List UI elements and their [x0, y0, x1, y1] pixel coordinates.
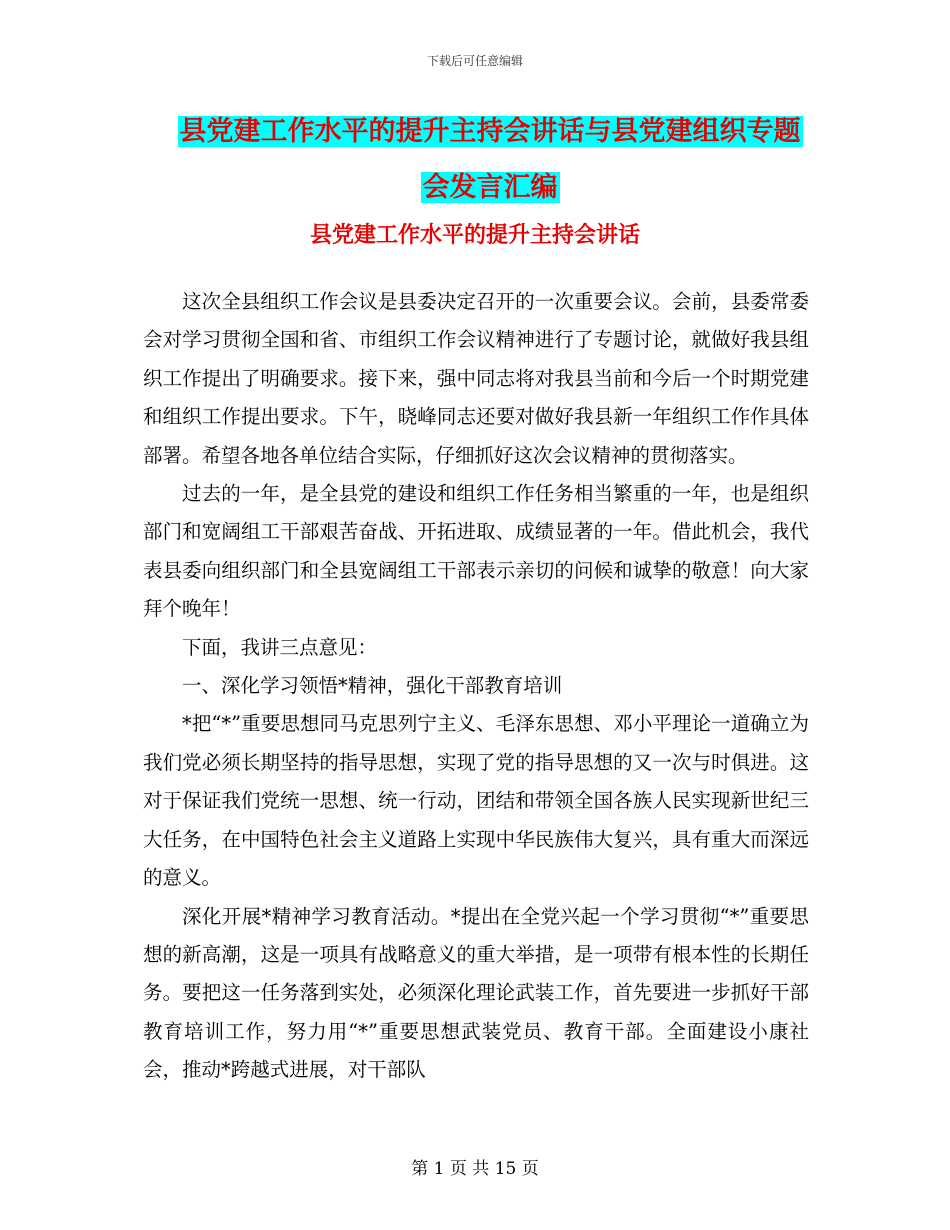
paragraph: 过去的一年，是全县党的建设和组织工作任务相当繁重的一年，也是组织部门和宽阔组工干部艰苦奋战、开拓进取、成绩显著的一年。借此机会，我代表县委向组织部门和全县宽阔组工干部表示亲切的问候和诚挚的敬意！向大家拜个晚年！ — [143, 482, 809, 621]
paragraph: *把“*”重要思想同马克思列宁主义、毛泽东思想、邓小平理论一道确立为我们党必须长期坚持的指导思想，实现了党的指导思想的又一次与时俱进。这对于保证我们党统一思想、统一行动，团结和带领全国各族人民实现新世纪三大任务，在中国特色社会主义道路上实现中华民族伟大复兴，具有重大而深远的意义。 — [143, 712, 809, 890]
document-title-line1: 县党建工作水平的提升主持会讲话与县党建组织专题 — [179, 116, 801, 147]
header-note: 下载后可任意编辑 — [426, 54, 523, 68]
paragraph: 下面，我讲三点意见： — [182, 635, 378, 659]
document-title-line2: 会发言汇编 — [422, 172, 558, 203]
paragraph: 一、深化学习领悟*精神，强化干部教育培训 — [182, 674, 563, 698]
body-text — [143, 283, 809, 1090]
page-footer: 第 1 页 共 15 页 — [411, 1159, 539, 1179]
section-title: 县党建工作水平的提升主持会讲话 — [309, 223, 640, 248]
paragraph: 深化开展*精神学习教育活动。*提出在全党兴起一个学习贯彻“*”重要思想的新高潮，这是一项具有战略意义的重大举措，是一项带有根本性的长期任务。要把这一任务落到实处，必须深化理论武装工作，首先要进一步抓好干部教育培训工作，努力用“*”重要思想武装党员、教育干部。全面建设小康社会，推动*跨越式进展，对干部队 — [143, 904, 809, 1082]
paragraph: 这次全县组织工作会议是县委决定召开的一次重要会议。会前，县委常委会对学习贯彻全国和省、市组织工作会议精神进行了专题讨论，就做好我县组织工作提出了明确要求。接下来，强中同志将对我县当前和今后一个时期党建和组织工作提出要求。下午，晓峰同志还要对做好我县新一年组织工作作具体部署。希望各地各单位结合实际，仔细抓好这次会议精神的贯彻落实。 — [143, 290, 809, 467]
document-title — [140, 104, 840, 216]
